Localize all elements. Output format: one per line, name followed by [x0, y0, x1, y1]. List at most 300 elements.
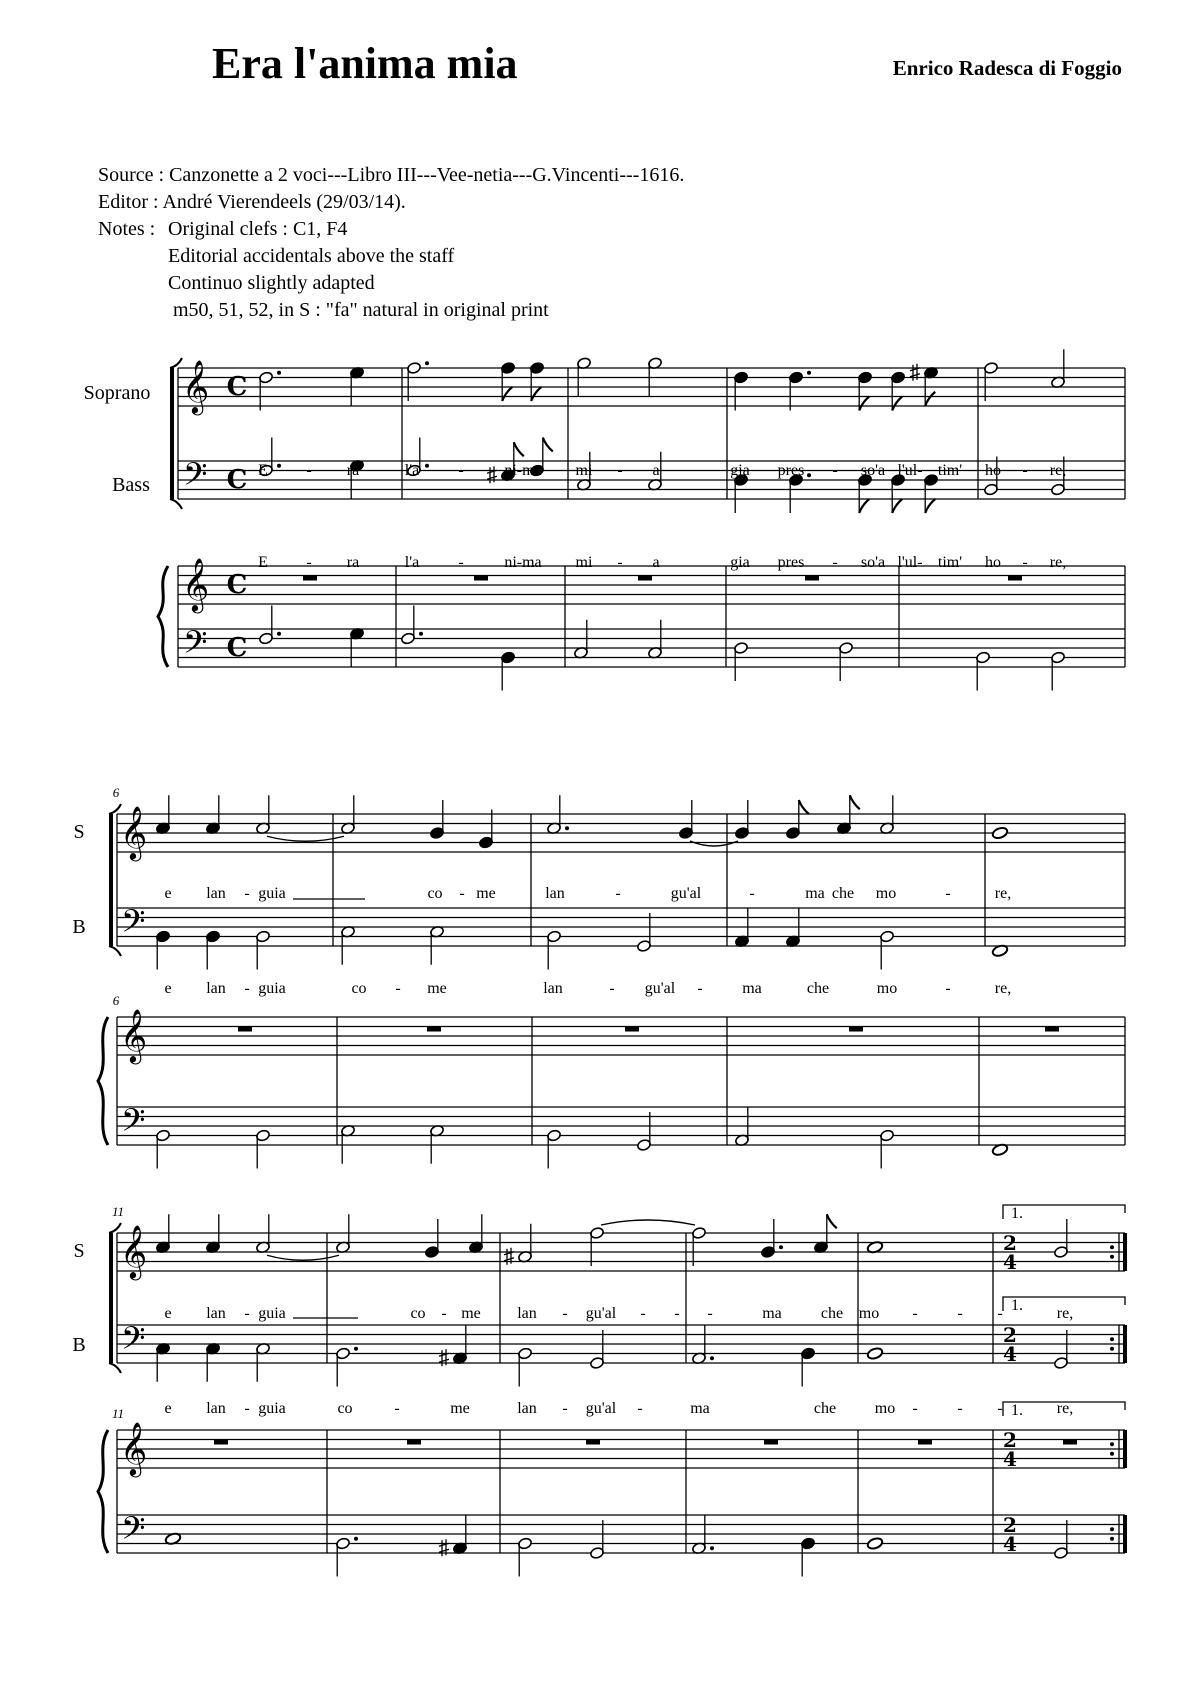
notehead	[866, 1537, 883, 1551]
quarter-note	[156, 930, 171, 969]
soprano-lyric: -	[562, 1305, 568, 1322]
soprano-lyric: pres	[777, 462, 805, 479]
bass-lyric: -	[458, 554, 464, 571]
quarter-note	[786, 908, 801, 947]
repeat-dot	[1110, 1337, 1114, 1341]
repeat-dot	[1110, 1442, 1114, 1446]
bass-lyric: co	[337, 1400, 353, 1417]
soprano-staff	[178, 368, 1125, 406]
soprano-lyric: me	[476, 885, 496, 902]
bass-lyric: l'a	[404, 554, 420, 571]
soprano-lyric: ra	[346, 462, 360, 479]
source-line: Source : Canzonette a 2 voci---Libro III---Vee-netia---G.Vincenti---1616.	[98, 164, 685, 186]
bass-lyric: re,	[1049, 554, 1067, 571]
staff-name-bass: Bass	[112, 474, 150, 496]
half-note	[637, 913, 652, 952]
half-note	[692, 1325, 714, 1364]
staff-name-soprano: S	[73, 821, 85, 843]
whole-note	[991, 826, 1008, 840]
soprano-lyric: e	[164, 1305, 172, 1322]
whole-rest	[586, 1440, 600, 1445]
soprano-lyric: -	[458, 462, 464, 479]
tie	[690, 841, 738, 846]
common-time-signature: C	[226, 372, 248, 402]
bass-lyric: -	[912, 1400, 918, 1417]
note-flag	[827, 1214, 837, 1228]
quarter-note	[469, 1214, 484, 1253]
composer-name: Enrico Radesca di Foggio	[892, 56, 1122, 80]
bass-lyric: mo	[874, 1400, 896, 1417]
bass-lyric: re,	[994, 980, 1012, 997]
staff-name-bass: B	[72, 1334, 86, 1356]
bass-clef: 𝄢	[121, 1510, 146, 1554]
soprano-lyric: re,	[1056, 1305, 1074, 1322]
soprano-lyric: -	[640, 1305, 646, 1322]
augmentation-dot	[425, 464, 429, 468]
bracket-hook-top	[170, 358, 182, 368]
soprano-lyric: -	[997, 1305, 1003, 1322]
half-note	[734, 642, 749, 681]
quarter-note	[734, 474, 749, 513]
eighth-note	[858, 474, 873, 513]
soprano-lyric: gu'al	[670, 885, 702, 902]
time-sig-top: 2	[1003, 1428, 1017, 1452]
tie	[267, 1255, 339, 1260]
soprano-lyric: -	[945, 885, 951, 902]
time-sig-bottom: 4	[1003, 1447, 1017, 1471]
whole-note	[866, 1347, 883, 1361]
soprano-lyric: che	[820, 1305, 844, 1322]
soprano-lyric: mo	[858, 1305, 880, 1322]
quarter-note	[156, 1214, 171, 1253]
bass-lyric: guia	[258, 980, 286, 997]
sharp-sign	[504, 1248, 514, 1265]
bass-lyric: re,	[1056, 1400, 1074, 1417]
soprano-lyric: -	[674, 1305, 680, 1322]
half-note	[259, 371, 281, 411]
soprano-lyric: -	[615, 885, 621, 902]
bass-lyric: ma	[690, 1400, 710, 1417]
bass-lyric: me	[427, 980, 447, 997]
note-flag	[799, 800, 809, 814]
bass-lyric: -	[244, 980, 250, 997]
soprano-lyric: guia	[258, 1305, 286, 1322]
half-note	[1054, 1520, 1069, 1559]
half-note	[256, 795, 271, 834]
sharp-sign	[910, 364, 920, 381]
notehead	[866, 1347, 883, 1361]
bass-lyric: -	[306, 554, 312, 571]
repeat-dot	[1110, 1347, 1114, 1351]
soprano-lyric: gia	[730, 462, 750, 479]
half-note	[574, 620, 589, 659]
quarter-note	[206, 1214, 221, 1253]
soprano-lyric: re,	[1049, 462, 1067, 479]
bass-lyric: -	[617, 554, 623, 571]
soprano-lyric: me	[461, 1305, 481, 1322]
time-sig-bottom: 4	[1003, 1342, 1017, 1366]
augmentation-dot	[277, 371, 281, 375]
quarter-note	[430, 800, 445, 839]
half-note	[504, 1224, 532, 1265]
bass-clef: 𝄢	[121, 1320, 146, 1364]
bass-clef: 𝄢	[121, 903, 146, 947]
augmentation-dot	[779, 1245, 783, 1249]
half-note	[256, 930, 271, 969]
soprano-lyric: -	[1022, 462, 1028, 479]
soprano-lyric: lan	[545, 885, 565, 902]
bass-lyric: mo	[876, 980, 898, 997]
half-note	[430, 1124, 445, 1163]
soprano-lyric: -	[617, 462, 623, 479]
half-note	[341, 925, 356, 964]
notes-label: Notes :	[98, 218, 156, 240]
half-note	[648, 357, 663, 396]
bass-lyric: -	[637, 1400, 643, 1417]
note-flag	[850, 795, 860, 809]
notehead	[991, 826, 1008, 840]
repeat-dot	[1110, 1245, 1114, 1249]
bass-lyric: -	[395, 980, 401, 997]
measure-number: 11	[111, 1204, 125, 1219]
quarter-note	[350, 627, 365, 666]
bass-lyric: gu'al	[585, 1400, 617, 1417]
bass-lyric: -	[562, 1400, 568, 1417]
note-flag	[543, 438, 553, 452]
eighth-note	[910, 364, 938, 406]
bass-lyric: mi	[575, 554, 593, 571]
note-line-3: Continuo slightly adapted	[168, 272, 375, 294]
whole-rest	[625, 1027, 639, 1032]
half-note	[880, 795, 895, 834]
measure-number: 6	[112, 785, 120, 800]
bracket-hook-bottom	[109, 1363, 121, 1373]
bass-lyric: -	[832, 554, 838, 571]
repeat-dot	[1110, 1527, 1114, 1531]
bass-lyric: me	[450, 1400, 470, 1417]
treble-clef: 𝄞	[120, 805, 148, 859]
soprano-lyric: l'a	[404, 462, 420, 479]
note-flag	[925, 392, 935, 406]
bass-lyric: ni-ma	[504, 554, 542, 571]
treble-clef: 𝄞	[120, 1421, 148, 1475]
bass-lyric: co	[351, 980, 367, 997]
time-sig-top: 2	[1003, 1513, 1017, 1537]
soprano-lyric: -	[912, 1305, 918, 1322]
common-time-signature: C	[226, 465, 248, 495]
bracket-hook-bottom	[109, 946, 121, 956]
augmentation-dot	[354, 1537, 358, 1541]
treble-clef: 𝄞	[182, 557, 210, 611]
measure-number: 11	[111, 1406, 125, 1421]
bass-clef: 𝄢	[183, 456, 208, 500]
half-note	[590, 1520, 605, 1559]
soprano-lyric: -	[957, 1305, 963, 1322]
bass-lyric: gia	[730, 554, 750, 571]
measure-number: 6	[112, 993, 120, 1008]
time-sig-bottom: 4	[1003, 1532, 1017, 1556]
bass-lyric: a	[652, 554, 660, 571]
soprano-lyric: re,	[994, 885, 1012, 902]
soprano-lyric: -	[749, 885, 755, 902]
soprano-lyric: co	[427, 885, 443, 902]
soprano-lyric: ma	[762, 1305, 782, 1322]
augmentation-dot	[565, 826, 569, 830]
half-note	[1051, 651, 1066, 690]
half-note	[984, 362, 999, 401]
augmentation-dot	[710, 1546, 714, 1550]
soprano-lyric: E	[258, 462, 268, 479]
eighth-note	[530, 362, 545, 401]
half-note	[976, 651, 991, 690]
common-time-signature: C	[226, 570, 248, 600]
bass-lyric: pres	[777, 554, 805, 571]
quarter-note	[789, 371, 811, 411]
augmentation-dot	[425, 361, 429, 365]
note-flag	[859, 397, 869, 411]
note-flag	[514, 442, 524, 456]
quarter-note	[801, 1347, 816, 1386]
bass-staff	[117, 908, 1125, 946]
eighth-note	[814, 1214, 837, 1253]
bass-lyric: che	[813, 1400, 837, 1417]
eighth-note	[837, 795, 860, 834]
bass-lyric: e	[164, 980, 172, 997]
half-note	[341, 795, 356, 834]
piece-title: Era l'anima mia	[212, 39, 518, 88]
soprano-lyric: lan	[517, 1305, 537, 1322]
half-note	[336, 1214, 351, 1253]
half-note	[1051, 349, 1066, 388]
whole-rest	[407, 1440, 421, 1445]
quarter-note	[501, 651, 516, 690]
eighth-note	[891, 474, 906, 513]
sharp-sign	[439, 1349, 449, 1366]
quarter-note	[735, 800, 750, 839]
whole-rest	[214, 1440, 228, 1445]
bass-lyric: -	[609, 980, 615, 997]
whole-rest	[805, 576, 819, 581]
bass-lyric: -	[1022, 554, 1028, 571]
half-note	[256, 1129, 271, 1168]
continuo-rh-staff	[178, 566, 1125, 604]
eighth-note	[924, 474, 939, 513]
common-time-signature: C	[226, 633, 248, 663]
soprano-lyric: so'a	[860, 462, 886, 479]
whole-rest	[1045, 1027, 1059, 1032]
soprano-lyric: -	[244, 885, 250, 902]
note-flag	[531, 387, 541, 401]
half-note	[880, 1129, 895, 1168]
half-note	[407, 361, 429, 401]
eighth-note	[501, 362, 516, 401]
whole-rest	[1063, 1440, 1077, 1445]
piano-brace	[98, 1430, 108, 1553]
half-note	[256, 1342, 271, 1381]
whole-note	[866, 1537, 883, 1551]
continuo-lh-staff	[117, 1107, 1125, 1145]
bass-lyric: l'ul-	[897, 554, 923, 571]
whole-rest	[238, 1027, 252, 1032]
quarter-note	[439, 1515, 467, 1556]
half-note	[880, 930, 895, 969]
volta-label: 1.	[1011, 1402, 1023, 1419]
augmentation-dot	[807, 371, 811, 375]
half-note	[590, 1330, 605, 1369]
note-flag	[502, 387, 512, 401]
eighth-note	[858, 371, 873, 410]
bass-lyric: ra	[346, 554, 360, 571]
soprano-lyric: l'ul-	[897, 462, 923, 479]
repeat-dot	[1110, 1452, 1114, 1456]
half-note	[590, 1227, 605, 1266]
augmentation-dot	[354, 1347, 358, 1351]
quarter-note	[439, 1325, 467, 1366]
soprano-lyric: -	[832, 462, 838, 479]
soprano-lyric: tim'	[937, 462, 963, 479]
half-note	[336, 1537, 358, 1577]
whole-rest	[638, 576, 652, 581]
whole-rest	[918, 1440, 932, 1445]
tie	[601, 1220, 695, 1225]
quarter-note	[206, 1342, 221, 1381]
soprano-lyric: ho	[985, 462, 1001, 479]
augmentation-dot	[710, 1356, 714, 1360]
bass-lyric: lan	[206, 980, 226, 997]
bass-lyric: -	[945, 980, 951, 997]
soprano-lyric: -	[244, 1305, 250, 1322]
bass-lyric: tim'	[937, 554, 963, 571]
repeat-dot	[1110, 1537, 1114, 1541]
sharp-sign	[487, 466, 497, 483]
bass-lyric: E	[258, 554, 268, 571]
editor-line: Editor : André Vierendeels (29/03/14).	[98, 191, 406, 213]
half-note	[577, 357, 592, 396]
treble-clef: 𝄞	[182, 359, 210, 413]
half-note	[1054, 1219, 1069, 1258]
whole-rest	[849, 1027, 863, 1032]
quarter-note	[206, 930, 221, 969]
bracket-hook-bottom	[170, 499, 182, 509]
piano-brace	[98, 1017, 108, 1145]
half-note	[156, 1129, 171, 1168]
volta-label: 1.	[1011, 1297, 1023, 1314]
half-note	[637, 1112, 652, 1151]
whole-rest	[1008, 576, 1022, 581]
bass-lyric: -	[697, 980, 703, 997]
augmentation-dot	[277, 632, 281, 636]
note-flag	[925, 499, 935, 513]
repeat-dot	[1110, 1255, 1114, 1259]
note-flag	[892, 499, 902, 513]
half-note	[336, 1347, 358, 1387]
continuo-lh-staff	[117, 1515, 1125, 1553]
bass-lyric: lan	[206, 1400, 226, 1417]
half-note	[256, 1214, 271, 1253]
bass-lyric: lan	[543, 980, 563, 997]
eighth-note	[891, 371, 906, 410]
quarter-note	[734, 371, 749, 410]
soprano-lyric: -	[306, 462, 312, 479]
half-note	[341, 1124, 356, 1163]
whole-rest	[474, 576, 488, 581]
bass-lyric: e	[164, 1400, 172, 1417]
quarter-note	[425, 1219, 440, 1258]
quarter-note	[479, 810, 494, 849]
piano-brace	[158, 566, 168, 667]
whole-rest	[427, 1027, 441, 1032]
soprano-lyric: ma	[805, 885, 825, 902]
bass-lyric: che	[806, 980, 830, 997]
staff-name-soprano: S	[73, 1240, 85, 1262]
quarter-note	[789, 473, 811, 513]
quarter-note	[350, 366, 365, 405]
half-note	[518, 1347, 533, 1386]
note-line-2: Editorial accidentals above the staff	[168, 245, 455, 267]
volta-label: 1.	[1011, 1205, 1023, 1222]
time-sig-bottom: 4	[1003, 1250, 1017, 1274]
bass-lyric: so'a	[860, 554, 886, 571]
quarter-note	[156, 795, 171, 834]
staff-name-bass: B	[72, 916, 86, 938]
soprano-lyric: guia	[258, 885, 286, 902]
note-flag	[859, 499, 869, 513]
soprano-lyric: mo	[875, 885, 897, 902]
quarter-note	[801, 1537, 816, 1576]
bass-lyric: gu'al	[644, 980, 676, 997]
time-sig-top: 2	[1003, 1231, 1017, 1255]
augmentation-dot	[419, 632, 423, 636]
continuo-rh-staff	[117, 1430, 1125, 1468]
treble-clef: 𝄞	[120, 1224, 148, 1278]
half-note	[547, 930, 562, 969]
soprano-lyric: e	[164, 885, 172, 902]
bass-lyric: ho	[985, 554, 1001, 571]
time-sig-top: 2	[1003, 1323, 1017, 1347]
bass-lyric: -	[244, 1400, 250, 1417]
soprano-lyric: che	[831, 885, 855, 902]
half-note	[1054, 1330, 1069, 1369]
treble-clef: 𝄞	[120, 1008, 148, 1062]
bass-lyric: -	[957, 1400, 963, 1417]
whole-rest	[303, 576, 317, 581]
soprano-lyric: a	[652, 462, 660, 479]
bass-lyric: ma	[742, 980, 762, 997]
whole-rest	[764, 1440, 778, 1445]
bass-clef: 𝄢	[121, 1102, 146, 1146]
soprano-lyric: -	[459, 885, 465, 902]
augmentation-dot	[807, 473, 811, 477]
half-note	[518, 1537, 533, 1576]
sharp-sign	[439, 1539, 449, 1556]
bass-lyric: -	[394, 1400, 400, 1417]
soprano-lyric: co	[410, 1305, 426, 1322]
soprano-lyric: -	[441, 1305, 447, 1322]
bass-lyric: -	[997, 1400, 1003, 1417]
soprano-lyric: mi	[575, 462, 593, 479]
soprano-lyric: gu'al	[585, 1305, 617, 1322]
half-note	[839, 642, 854, 681]
half-note	[430, 925, 445, 964]
half-note	[547, 795, 569, 834]
quarter-note	[156, 1342, 171, 1381]
quarter-note	[206, 795, 221, 834]
half-note	[692, 1515, 714, 1554]
quarter-note	[735, 908, 750, 947]
bass-staff	[117, 1325, 1125, 1363]
staff-name-soprano: Soprano	[83, 382, 151, 404]
note-line-4: m50, 51, 52, in S : "fa" natural in original print	[168, 299, 549, 321]
